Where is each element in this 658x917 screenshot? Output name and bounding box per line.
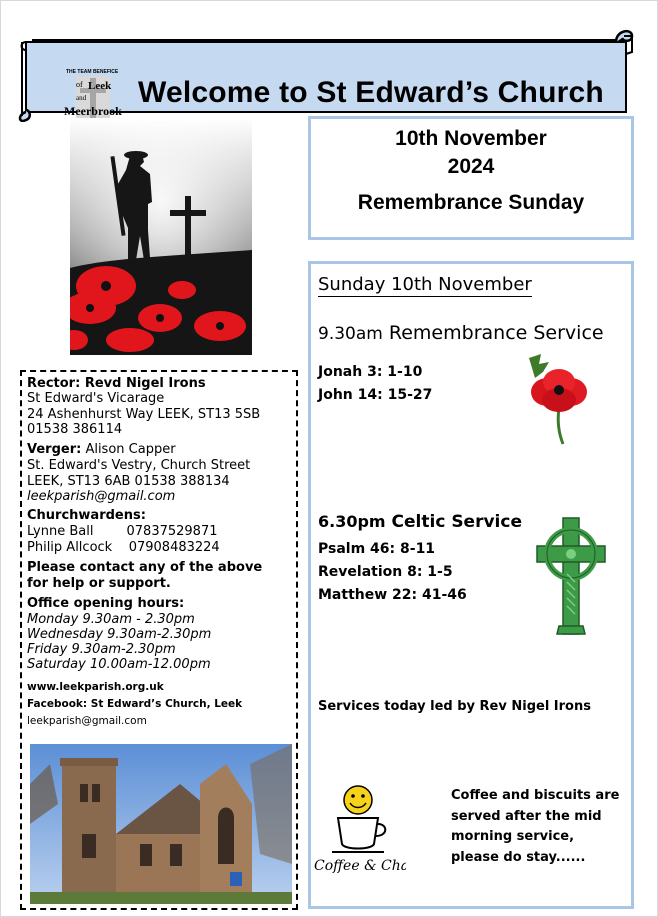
coffee-chat-logo: [314, 784, 406, 876]
remembrance-image: [70, 118, 252, 355]
evening-reading-3: Matthew 22: 41-46: [318, 587, 467, 603]
services-heading: Sunday 10th November: [318, 274, 532, 295]
morning-reading-2: John 14: 15-27: [318, 387, 433, 403]
churchwardens-label-text: Churchwardens:: [27, 508, 146, 523]
office-hours-4-text: Saturday 10.00am-12.00pm: [27, 657, 211, 672]
rector-label-text: Rector: Revd Nigel Irons: [27, 376, 206, 391]
coffee-line-2: served after the mid: [451, 808, 602, 824]
verger-line-1: St. Edward's Vestry, Church Street: [27, 458, 251, 473]
logo-of: of: [76, 80, 83, 89]
rector-line-1: St Edward's Vicarage: [27, 391, 165, 406]
page-title: Welcome to St Edward’s Church: [138, 76, 604, 109]
coffee-cup-icon: [314, 784, 406, 876]
contact-note-2: [27, 576, 171, 591]
office-hours-label-text: Office opening hours:: [27, 596, 185, 611]
church-building-icon: [30, 744, 292, 904]
churchwarden-2: Philip Allcock 07908483224: [27, 540, 220, 555]
coffee-logo-text: Coffee & Chat: [314, 858, 406, 874]
office-hours-3: [27, 642, 176, 657]
rector-line-2: 24 Ashenhurst Way LEEK, ST13 5SB: [27, 407, 261, 422]
contact-note-1: [27, 560, 262, 575]
date-box: [308, 116, 634, 240]
evening-service-time: 6.30pm: [318, 512, 386, 531]
verger-line: [27, 442, 176, 457]
website-link[interactable]: [27, 680, 164, 695]
celtic-cross-icon: [533, 514, 609, 638]
date-line-1: 10th November: [395, 127, 547, 150]
welcome-banner: [18, 24, 638, 122]
office-hours-3-text: Friday 9.30am-2.30pm: [27, 642, 176, 657]
verger-line-2: LEEK, ST13 6AB 01538 388134: [27, 474, 230, 489]
office-hours-2: [27, 627, 211, 642]
office-hours-label: [27, 596, 184, 611]
verger-email-text: leekparish@gmail.com: [27, 489, 176, 504]
church-photo: [30, 744, 292, 904]
coffee-note: [451, 786, 621, 868]
facebook-link-text: Facebook: St Edward’s Church, Leek: [27, 698, 243, 710]
facebook-link[interactable]: [27, 697, 242, 712]
contact-email[interactable]: leekparish@gmail.com: [27, 715, 147, 727]
evening-reading-1: Psalm 46: 8-11: [318, 541, 436, 557]
contact-note-1-text: Please contact any of the above: [27, 560, 263, 575]
evening-service-name: Celtic Service: [391, 512, 522, 532]
evening-service-title: [318, 512, 522, 532]
logo-and: and: [76, 94, 87, 102]
coffee-line-4: please do stay......: [451, 849, 586, 865]
website-link-text: www.leekparish.org.uk: [27, 681, 164, 693]
evening-reading-2: Revelation 8: 1-5: [318, 564, 453, 580]
rector-label: [27, 376, 206, 391]
date-year: 2024: [447, 155, 495, 178]
morning-service-title: [318, 322, 604, 344]
contact-note-2-text: for help or support.: [27, 576, 171, 591]
logo-small-text: THE TEAM BENEFICE: [66, 69, 119, 75]
rector-phone: 01538 386114: [27, 422, 123, 437]
soldier-cross-poppies-icon: [70, 118, 252, 355]
verger-email: [27, 489, 175, 504]
office-hours-2-text: Wednesday 9.30am-2.30pm: [27, 627, 212, 642]
verger-name: Alison Capper: [81, 442, 176, 457]
occasion-title: Remembrance Sunday: [357, 191, 585, 214]
coffee-line-3: morning service,: [451, 829, 575, 844]
morning-service-time: 9.30am: [318, 324, 383, 344]
poppy-icon: [523, 352, 593, 446]
contacts-box: [20, 370, 298, 910]
logo-meerbrook: Meerbrook: [64, 104, 122, 118]
office-hours-4: [27, 657, 211, 672]
churchwarden-1: Lynne Ball 07837529871: [27, 524, 218, 539]
verger-label: Verger:: [27, 442, 82, 457]
morning-reading-1: Jonah 3: 1-10: [318, 364, 423, 380]
services-box: [308, 261, 634, 909]
office-hours-1: [27, 612, 195, 627]
office-hours-1-text: Monday 9.30am - 2.30pm: [27, 612, 195, 627]
morning-service-name: Remembrance Service: [388, 322, 604, 344]
services-led-by: Services today led by Rev Nigel Irons: [318, 699, 591, 714]
coffee-line-1: Coffee and biscuits are: [451, 788, 620, 803]
churchwardens-label: [27, 508, 146, 523]
logo-leek: Leek: [88, 80, 112, 92]
